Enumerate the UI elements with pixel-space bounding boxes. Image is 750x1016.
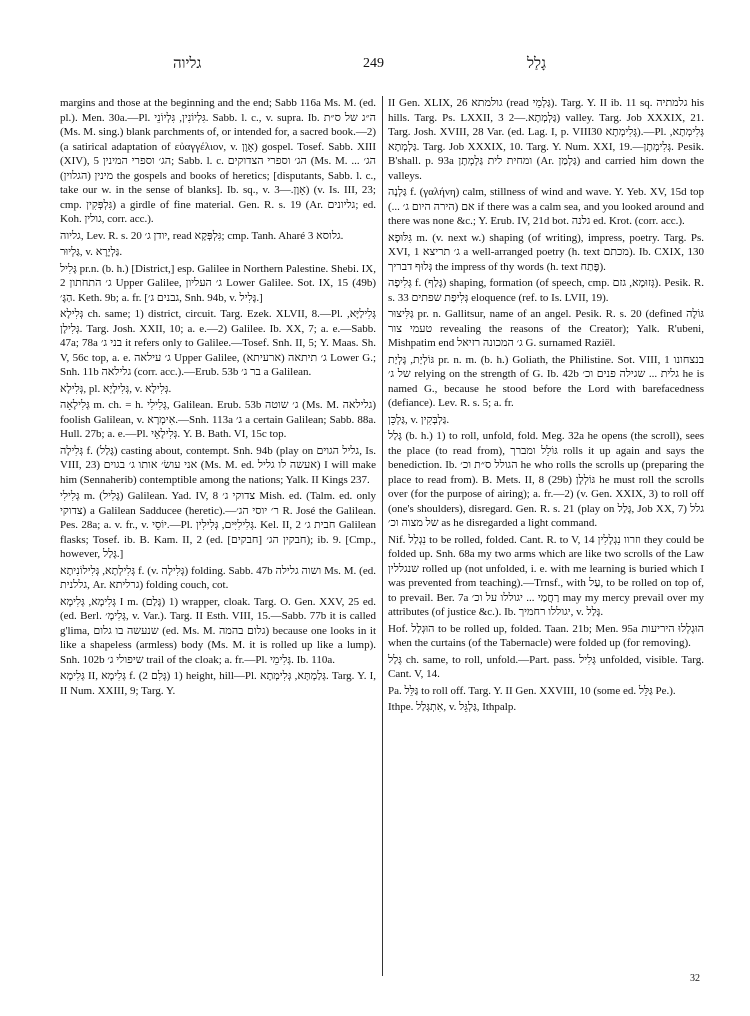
- entry: גַּלְיוּר, v. גַּלְיָרָא.: [60, 246, 123, 258]
- header-left-word: גליוה: [173, 56, 202, 72]
- entry: גְּלִילְתָא, גְּלִילוֹנִיתָא f. (v. גְּלִילָה) folding. Sabb. 47b ושוה גלילה Ms. M. (ed. גללנית, Ar. גרליתא) folding couch, cot.: [60, 564, 376, 591]
- column-divider: [382, 96, 383, 976]
- entry: גַּלִּיצוּר pr. n. Gallitsur, name of an angel. Pesik. R. s. 20 (defined גּוֹלֶה טעמי צור revealing the reasons of the Creator); Yalk. R'ubeni, Mishpatim end ג׳ המכונה רזיאל G. surnamed Raziël.: [388, 308, 704, 349]
- header-right-word: גָלַל: [527, 56, 546, 72]
- entry: גְּלִילִי m. (גָּלִיל) Galilean. Yad. IV, 8 צדוקי ג׳ Mish. ed. (Talm. ed. only צדוקי) a Galilean Sadducee (heretic).—ר׳ יוסי הג׳ R. José the Galilean. Pes. 28a; a. v. fr., v. יוֹסֵי.—Pl. גְּלִילִיִּים, גְּלִילִין. Kel. II, 2 חבית ג׳ Galilean flasks; Tosef. ib. B. Kam. II, 2 (ed. חבקין הג׳ [חבקים]); ib. 9. [Cmp., however, גָּלַל.]: [60, 490, 376, 560]
- entry: גָּלִיל pr.n. (b. h.) [District,] esp. Galilee in Northern Palestine. Shebi. IX, 2 ג׳ התחתון Upper Galilee, ג׳ העליון Lower Galilee. Sot. IX, 15 (49b) הַגָּ׳. Keth. 9b; a. fr. [גבנים ג׳, Snh. 94b, v. גָּלִיל.]: [60, 262, 377, 304]
- entry: גּוֹלְיַת, גָּלְיַת pr. n. m. (b. h.) Goliath, the Philistine. Sot. VIII, 1 בנצחונו של ג׳ relying on the strength of G. Ib. 42b גלית ... שגילה פנים וכ׳ he is named G., because he stood before the Lord with barefacedness (defiance). Lev. R. s. 5; a. fr.: [388, 353, 705, 409]
- entry: גַּלְנָה f. (γαλήνη) calm, stillness of wind and wave. Y. Yeb. XV, 15d top אם (הירה היום ג׳ ...) if there was a calm sea, and you looked around and there was none &c.; Y. Erub. IV, 21d bot. גלנה ed. Krot. (corr. acc.).: [388, 186, 704, 227]
- entry: גָּלַל (b. h.) 1) to roll, unfold, fold. Meg. 32a he opens (the scroll), sees the place (to read from), גּוֹלֵל ומברך rolls it up again and says the benediction. Ib. הגולל ס״ת וכ׳ he who rolls the scrolls up (preparing the place to read from). B. Mets. II, 8 (29b) גּוֹלְלָן he must roll the scrolls over (for the purpose of airing); a. fr.—2) (v. Gen. XXIX, 3) to roll off (one's shoulders), disregard. Gen. R. s. 21 (play on גָּלַל, Job XX, 7) גלל של מצוה וכ׳ as he disregarded a light command.: [388, 430, 704, 529]
- entry: גְּלִילָה f. (גָּלַל) casting about, contempt. Snh. 94b (play on גליל הגוים, Is. VIII, 23) אני עושׂ׳ אותו ג׳ בגוים (Ms. M. ed. אעשה לו גליל) I will make him (Sennaherib) contemptible among the nations; Yalk. II Kings 237.: [60, 444, 376, 486]
- left-column: [60, 96, 376, 700]
- entry: גליוה, Lev. R. s. 20 יודן ג׳, read גִּלְפְּקָא; cmp. Tanh. Aharé 3 גלוסא.: [60, 229, 344, 242]
- entry: גְּלַל ch. same, to roll, unfold.—Part. pass. גְּלִיל unfolded, visible. Targ. Cant. V, 14.: [388, 653, 704, 680]
- page-number: 249: [363, 56, 384, 71]
- entry: גְּלִילָא ch. same; 1) district, circuit. Targ. Ezek. XLVII, 8.—Pl. גְּלִילַיָּא, גְּלִילָן. Targ. Josh. XXII, 10; a. e.—2) Galilee. Ib. XX, 7; a. e.—Sabb. 47a; 78a בני ג׳ it refers only to Galilee.—Tosef. Snh. II, 5; Y. Maas. Sh. V, 56c top, a. e. ג׳ עילאה Upper Galilee, ג׳ תיתאה (ארעיתא) Lower G.; Snh. 11b גלילאה (corr. acc.).—Erub. 53b בר ג׳ a Galilean.: [60, 308, 377, 378]
- signature-mark: 32: [690, 973, 700, 984]
- entry: Pa. גַּלֵּל to roll off. Targ. Y. II Gen. XXVIII, 10 (some ed. גַּלֵּל Pe.).: [388, 684, 676, 697]
- entry: גְּלִימָא, גְּלִימָא I m. (גָּלַם) 1) wrapper, cloak. Targ. O. Gen. XXV, 25 ed. (ed. Berl. גְּלִימָ׳, v. Var.). Targ. II Esth. VIII, 15.—Sabb. 77b it is called g'lima, שנעשה בו גלום (ed. Ms. M. גלום בהמה) because one looks in it like a shapeless (armless) body (Ms. M. it is rolled up like a lump). Snh. 102b שיפולי ג׳ trail of the cloak; a. fr.—Pl. גְּלִימֵי. Ib. 110a.: [60, 595, 377, 666]
- entry: גְּלִימָא II, גְּלִימָא f. (גְּלִם 2) 1) height, hill—Pl. גְּלַמְתָּא, גְּלִימְתָא. Targ. Y. I, II Num. XXIII, 9; Targ. Y.: [60, 670, 377, 697]
- entry: גְּלִיפָה f. (גָּלַף) shaping, formation (of speech, cmp. גְּזוּמָא, גזם). Pesik. R. s. 33 גְּלִיפַת שפתים eloquence (ref. to Is. LVII, 19).: [388, 277, 705, 304]
- entry: Nif. נִגְלַל to be rolled, folded. Cant. R. to V, 14 וזרוו נִגְלָלִין they could be folded up. Snh. 68a my two arms which are like two scrolls of the Law שנגללין rolled up (not unfolded, i. e. with me learning is buried which I was prevented from teaching).—Trnsf., with עַל, to be rolled on top of, to prevail. Ber. 7a רַחֲמַי ... יגוללו על וכ׳ may my mercy prevail over my attributes (of justice &c.). Ib. יגוללו רחמיך, v. גָּלַל.: [388, 533, 704, 618]
- entry: Hof. הוּגְלַל to be rolled up, folded. Taan. 21b; Men. 95a הוּגְלְלוּ היריעות when the curtains (of the Tabernacle) were folded up (for removing).: [388, 622, 705, 649]
- entry: Ithpe. אִתְגְּלַל, v. גַּלְגֵּל, Ithpalp.: [388, 701, 517, 713]
- entry: גַּלְכֵּן, v. גַּלְבְּקִין.: [388, 413, 450, 426]
- entry: margins and those at the beginning and the end; Sabb 116a Ms. M. (ed. pl.). Men. 30a.—Pl. גִּלְיוֹנִין, גִּלְיוֹנֵי. Sabb. l. c., v. supra. Ib. ה״ג של ס״ת (Ms. M. sing.) blank parchments of, or intended for, a sacred book.—2) (a satirical adaptation of εὐαγγέλιον, v. אָוֶן) gospel. Tosef. Sabb. XIII (XIV), 5 הג׳ וספרי המינין; Sabb. l. c. הג׳ וספרי הצדוקים (Ms. M. הג׳ ... מינין (הגלוין) the gospels and books of heretics; [disputants, Sabb. l. c., take our w. in the sense of blanks]. Ib. sq., v. אָוֶן.—3) (v. Is. III, 23; cmp. גִּלְפְּקִין) a girdle of fine material. Gen. R. s. 19 (Ar. גליונים; ed. Koh. גולין, corr. acc.).: [60, 97, 376, 225]
- entry: II Gen. XLIX, 26 גולמתא (read גַּלְמֵי). Targ. Y. II ib. 11 sq. גלמתיה his hills. Targ. Ps. LXXII, 3 גַּלְמְתָא.—2) valley. Targ. Job XXXIX, 21. Targ. Josh. XVIII, 28 Var. (ed. Lag. I, p. VIII30 גְּלִימְתָא).—Pl. גְּלִימְתָא, גַּלְמְתָא. Targ. Job XXXIX, 10. Targ. Y. Num. XXI, 19.—גְּלִימְתָן. Pesik. B'shall. p. 93a ומחית לית גַּלְמְתָן (Ar. גַּלְמַן) and carried him down the valleys.: [388, 97, 704, 182]
- entry: גְּלִילָא, pl. גְּלִילָיָא, v. גְּלִילָא.: [60, 382, 172, 395]
- running-header: [0, 56, 750, 80]
- entry: גְּלִילָאָה m. ch. = h. גְּלִילִי, Galilean. Erub. 53b ג׳ שוטה (Ms. M. גלילאה) foolish Galilean, v. אִימְרָא.—Snh. 113a ג׳ a certain Galilean; Sabb. 88a. Hull. 27b; a. e.—Pl. גְּלִילָאֵי. Y. B. Bath. VI, 15c top.: [60, 399, 376, 440]
- right-column: [388, 96, 704, 717]
- entry: גִּלּוּפָא m. (v. next w.) shaping (of writing), impress, poetry. Targ. Ps. XVI, 1 ג׳ תריצא a well-arranged poetry (h. text מכתם). Ib. CXIX, 130 גְּלוּף דבריך the impress of thy words (h. text פֶּתַח).: [388, 231, 704, 273]
